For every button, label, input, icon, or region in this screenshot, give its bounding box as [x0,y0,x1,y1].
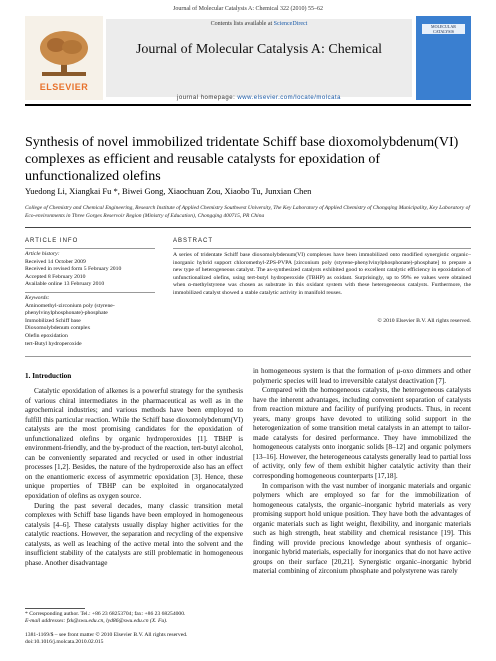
keyword-item: Immobilized Schiff base [25,317,81,324]
footnote-email[interactable]: E-mail addresses: fxk@swu.edu.cn, lyd86@swu.edu.cn (X. Fu). [25,618,168,625]
author-list: Yuedong Li, Xiangkai Fu *, Biwei Gong, Xiaochuan Zou, Xiaobo Tu, Junxian Chen [25,186,312,196]
footnote-rule [25,608,85,609]
history-item: Received 14 October 2009 [25,258,86,265]
keyword-item: Dioxomolybdenum complex [25,325,91,332]
history-item: Available online 13 February 2010 [25,281,105,288]
homepage-line [106,95,412,101]
issn-block [25,632,285,646]
abstract-bottom-rule [25,356,471,357]
paragraph: in homogeneous system is that the formation of μ-oxo dimmers and other polymeric species will lead to irreversible catalyst deactivation [7]. [253,367,471,385]
paragraph: During the past several decades, many classic transition metal complexes with Schiff base ligands have been employed in homogeneous catalysis [4–6]. These catalysts usually display higher activities for the catalytic reactions. However, the separation and recycling of the expensive catalysts, as well as leaching of the active metal into the solvent and the insufficient stability of the catalysts are still problematic in homogeneous phase. Another disadvantage [25,501,243,567]
paragraph: Catalytic epoxidation of alkenes is a powerful strategy for the synthesis of various chiral intermediates in the pharmaceutical as well as in the agrochemical industries; and various methods have been employed to fulfill this particular reaction. While the Schiff base dioxomolybdenum(VI) catalysts are the most promising candidates for the epoxidation of unfunctionalized olefins by organic hydroperoxides [1]. TBHP is environment-friendly, and the by-product of the reaction, tert-butyl alcohol, can be conveniently separated and recycled or used in other industrial processes [1,2]. Besides, the nature of the hydroperoxide also has an effect on the enantiomeric excess of asymmetric epoxidation [3]. Hence, these unique properties of TBHP can be exploited in organocatalyzed epoxidation of olefins as oxygen source. [25,387,243,501]
cover-caption: MOLECULAR CATALYSIS [422,24,465,34]
contents-prefix: Contents lists available at [210,21,274,27]
contents-line [106,21,412,27]
paragraph: Compared with the homogeneous catalysts, the heterogeneous catalysts have the inherent advantages, including convenient separation of catalysts from reaction mixture and facility of purifying products. Thus, in recent years, many groups have devoted to utilizing solid support in the heterogenization of some transition metal catalysts in an attempt to tailor-made catalysts for desired performance. They have immobilized the homogeneous catalysts onto inorganic solids [8–12] and organic polymers [13–16]. However, the heterogeneous catalysts generally lead to partial loss of activity, only few of them exhibit higher catalytic activity than their corresponding homogeneous counterparts [17,18]. [253,386,471,481]
copyright: © 2010 Elsevier B.V. All rights reserved. [377,318,471,324]
footnote: * Corresponding author. Tel.: +86 23 68253704; fax: +86 23 68254000. [25,611,186,617]
section-heading: 1. Introduction [25,372,72,380]
history-label: Article history: [25,251,60,257]
journal-title: Journal of Molecular Catalysis A: Chemical [135,42,383,57]
keywords [25,295,160,348]
abstract-text: A series of tridentate Schiff base dioxomolybdenum(VI) complexes have been immobilized onto modified synergistic organic–inorganic hybrid support chloromethyl-ZPS-PVPA [zirconium poly (styrene-phenylvinylphosphonate)-phosphate] to prepare a new type of heterogeneous catalyst. The as-synthesized catalysts exhibited good to excellent catalytic efficiency in epoxidation of unfunctionalized olefins, using tert-butyl hydroperoxide (TBHP) as oxidant. Surprisingly, up to 99% ee values were obtained when α-methylstyrene was chosen as substrate in this oxidant system with these heterogeneous catalysts. Furthermore, the immobilized catalyst showed a stable catalytic activity in manifold reuses. [173,252,471,296]
article-info-heading: ARTICLE INFO [25,238,79,244]
keyword-item: phenylvinylphosphonate)-phosphate [25,310,108,317]
title-divider [25,227,471,228]
journal-banner [106,19,412,97]
history-item: Accepted 8 February 2010 [25,273,86,280]
keyword-item: Olefin epoxidation [25,332,68,339]
paragraph: In comparison with the vast number of inorganic materials and organic polymers which are employed so far for the immobilization of homogeneous catalysts, the organic–inorganic hybrid materials as very promising support hold unique position. They have both the advantages of organic materials such as light weight, flexibility, and inorganic materials such as high strength, heat stability and chemical resistance [19]. This finding will provide precious knowledge about synthesis of organic–inorganic hybrid materials, especially for inorganics that do not have active groups on their surface [20,21]. Synergistic organic–inorganic hybrid material combining of zirconium phosphate and polystyrene was rarely [253,481,471,576]
affiliation: College of Chemistry and Chemical Engineering, Research Institute of Applied Chemistry Southwest University, The Key Laboratory of Applied Chemistry of Chongqing Municipality, Key Laboratory of Eco-environments in Three Gorges Reservoir Region (Ministry of Education), Chongqing 400715, PR China [25,205,470,219]
keywords-rule [25,292,155,293]
doi-line[interactable]: doi:10.1016/j.molcata.2010.02.015 [25,639,104,646]
keyword-item: tert-Butyl hydroperoxide [25,340,82,347]
homepage-prefix: journal homepage: [177,95,238,101]
homepage-link[interactable]: www.elsevier.com/locate/molcata [237,95,341,101]
article-title: Synthesis of novel immobilized tridentate Schiff base dioxomolybdenum(VI) complexes as efficient and reusable catalysts for epoxidation of unfunctionalized olefins [25,135,459,184]
history-item: Received in revised form 5 February 2010 [25,266,122,273]
running-header: Journal of Molecular Catalysis A: Chemical 322 (2010) 55–62 [173,6,323,12]
article-info-rule [25,248,155,249]
left-column [25,387,243,568]
footnotes [25,611,243,625]
issn-line: 1381-1169/$ – see front matter © 2010 Elsevier B.V. All rights reserved. [25,632,188,638]
right-column [253,367,471,577]
elsevier-tree-icon [34,28,94,78]
abstract-heading: ABSTRACT [173,238,214,244]
keyword-item: Aminomethyl-zirconium poly (styrene- [25,302,115,309]
keywords-label: Keywords: [25,295,50,301]
publisher-name: ELSEVIER [39,82,89,92]
sciencedirect-link[interactable]: ScienceDirect [273,21,308,27]
header-divider [25,104,471,106]
article-history [25,251,160,289]
abstract-rule [173,248,471,249]
